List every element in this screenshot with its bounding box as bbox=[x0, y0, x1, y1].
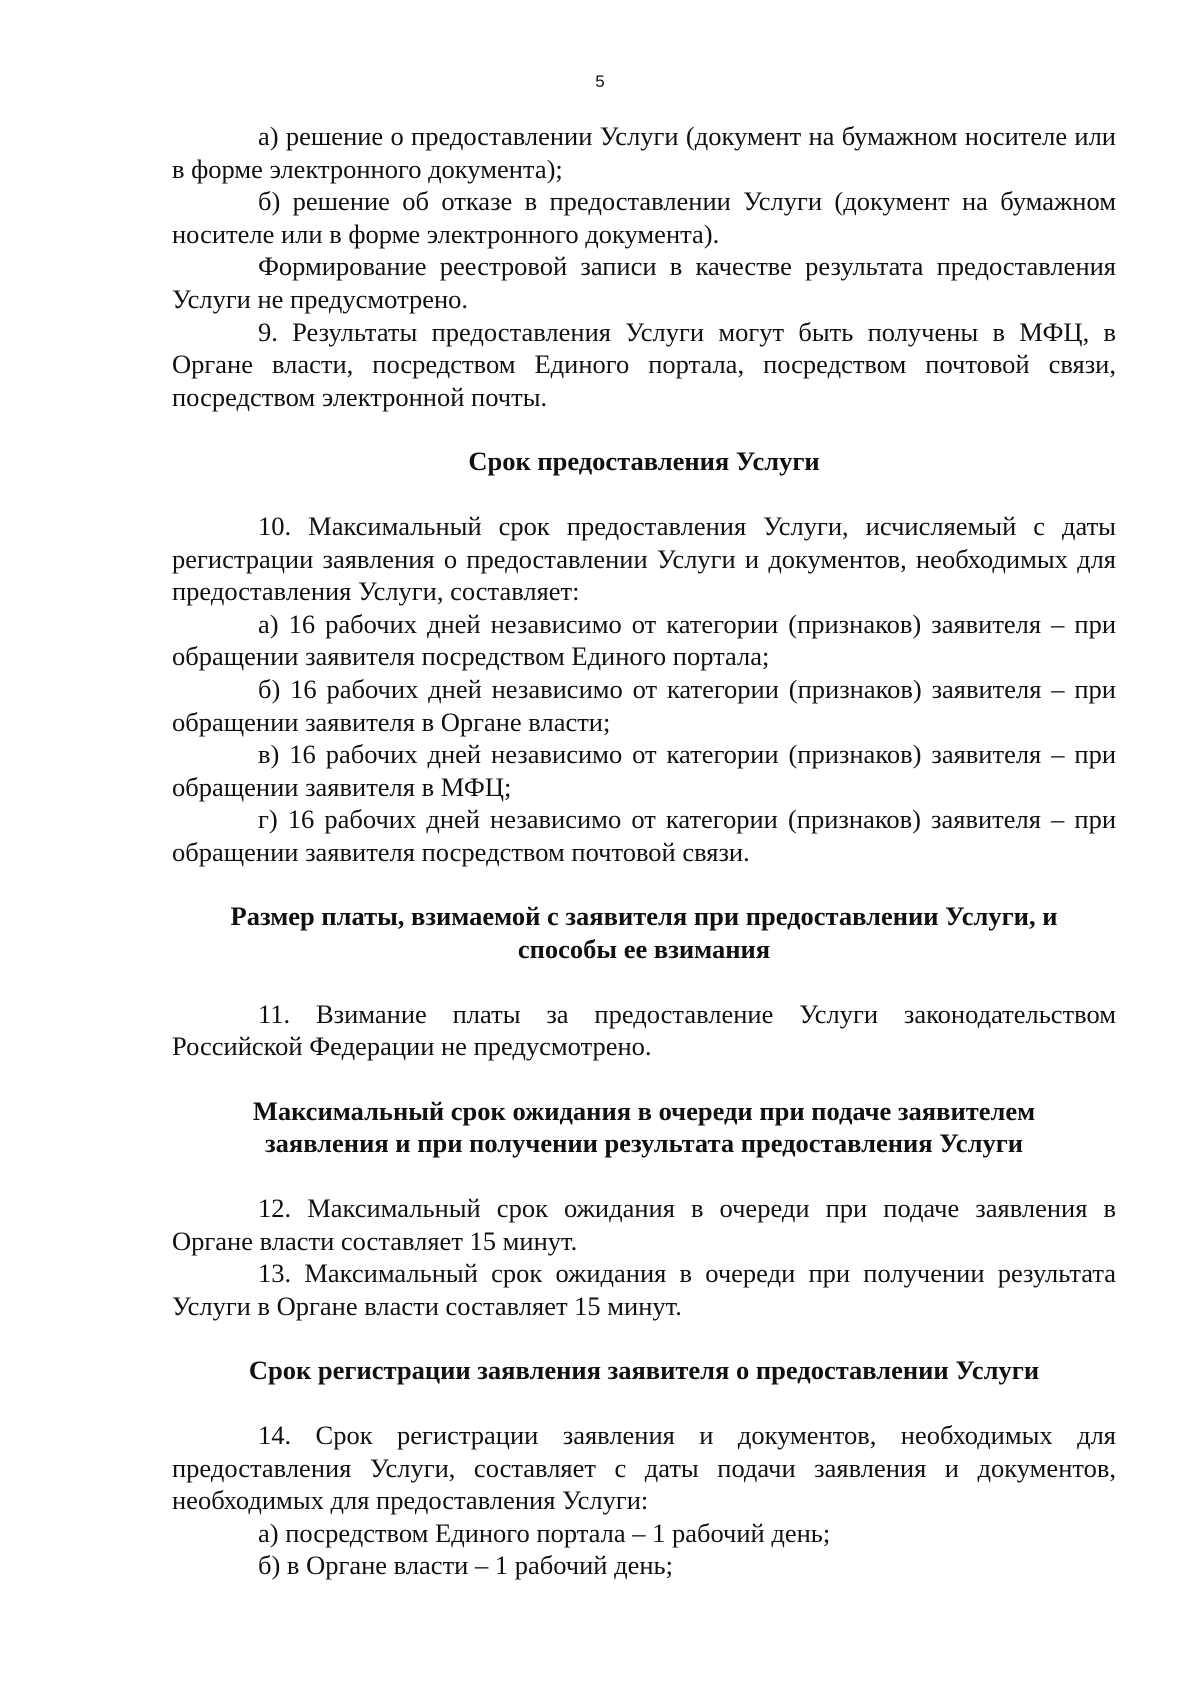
section-heading-fee bbox=[172, 900, 1116, 965]
paragraph-result-refusal: б) решение об отказе в предоставлении Услуги (документ на бумажном носителе или в форме электронного документа). bbox=[172, 186, 1116, 249]
paragraph-14: 14. Срок регистрации заявления и документов, необходимых для предоставления Услуги, составляет с даты подачи заявления и документов, необходимых для предоставления Услуги: bbox=[172, 1420, 1116, 1516]
paragraph-registry-record: Формирование реестровой записи в качестве результата предоставления Услуги не предусмотрено. bbox=[172, 251, 1116, 314]
section-heading-fee-line1: Размер платы, взимаемой с заявителя при предоставлении Услуги, и bbox=[230, 901, 1058, 932]
paragraph-14a: а) посредством Единого портала – 1 рабочий день; bbox=[258, 1517, 831, 1548]
paragraph-10a: а) 16 рабочих дней независимо от категории (признаков) заявителя – при обращении заявителя посредством Единого портала; bbox=[172, 608, 1116, 672]
section-heading-queue bbox=[172, 1095, 1116, 1160]
paragraph-result-decision: а) решение о предоставлении Услуги (документ на бумажном носителе или в форме электронного документа); bbox=[172, 121, 1116, 184]
paragraph-10: 10. Максимальный срок предоставления Услуги, исчисляемый с даты регистрации заявления о предоставлении Услуги и документов, необходимых для предоставления Услуги, составляет: bbox=[172, 510, 1116, 607]
paragraph-12: 12. Максимальный срок ожидания в очереди при подаче заявления в Органе власти составляет 15 минут. bbox=[172, 1193, 1116, 1256]
paragraph-9: 9. Результаты предоставления Услуги могут быть получены в МФЦ, в Органе власти, посредством Единого портала, посредством почтовой связи, посредством электронной почты. bbox=[172, 316, 1116, 412]
page-number: 5 bbox=[595, 72, 605, 91]
paragraph-11: 11. Взимание платы за предоставление Услуги законодательством Российской Федерации не предусмотрено. bbox=[172, 998, 1116, 1062]
section-heading-fee-line2: способы ее взимания bbox=[517, 934, 771, 965]
paragraph-10b: б) 16 рабочих дней независимо от категории (признаков) заявителя – при обращении заявителя в Органе власти; bbox=[172, 673, 1116, 737]
paragraph-14b: б) в Органе власти – 1 рабочий день; bbox=[258, 1550, 673, 1581]
section-heading-service-term: Срок предоставления Услуги bbox=[468, 446, 820, 477]
paragraph-13: 13. Максимальный срок ожидания в очереди при получении результата Услуги в Органе власти составляет 15 минут. bbox=[172, 1258, 1116, 1321]
section-heading-queue-line1: Максимальный срок ожидания в очереди при подаче заявителем bbox=[252, 1095, 1036, 1126]
section-heading-queue-line2: заявления и при получении результата предоставления Услуги bbox=[264, 1128, 1023, 1159]
paragraph-10v: в) 16 рабочих дней независимо от категории (признаков) заявителя – при обращении заявителя в МФЦ; bbox=[172, 739, 1116, 802]
section-heading-registration: Срок регистрации заявления заявителя о предоставлении Услуги bbox=[248, 1355, 1040, 1386]
document-body bbox=[172, 120, 1116, 1582]
paragraph-10g: г) 16 рабочих дней независимо от категории (признаков) заявителя – при обращении заявителя посредством почтовой связи. bbox=[172, 804, 1116, 867]
